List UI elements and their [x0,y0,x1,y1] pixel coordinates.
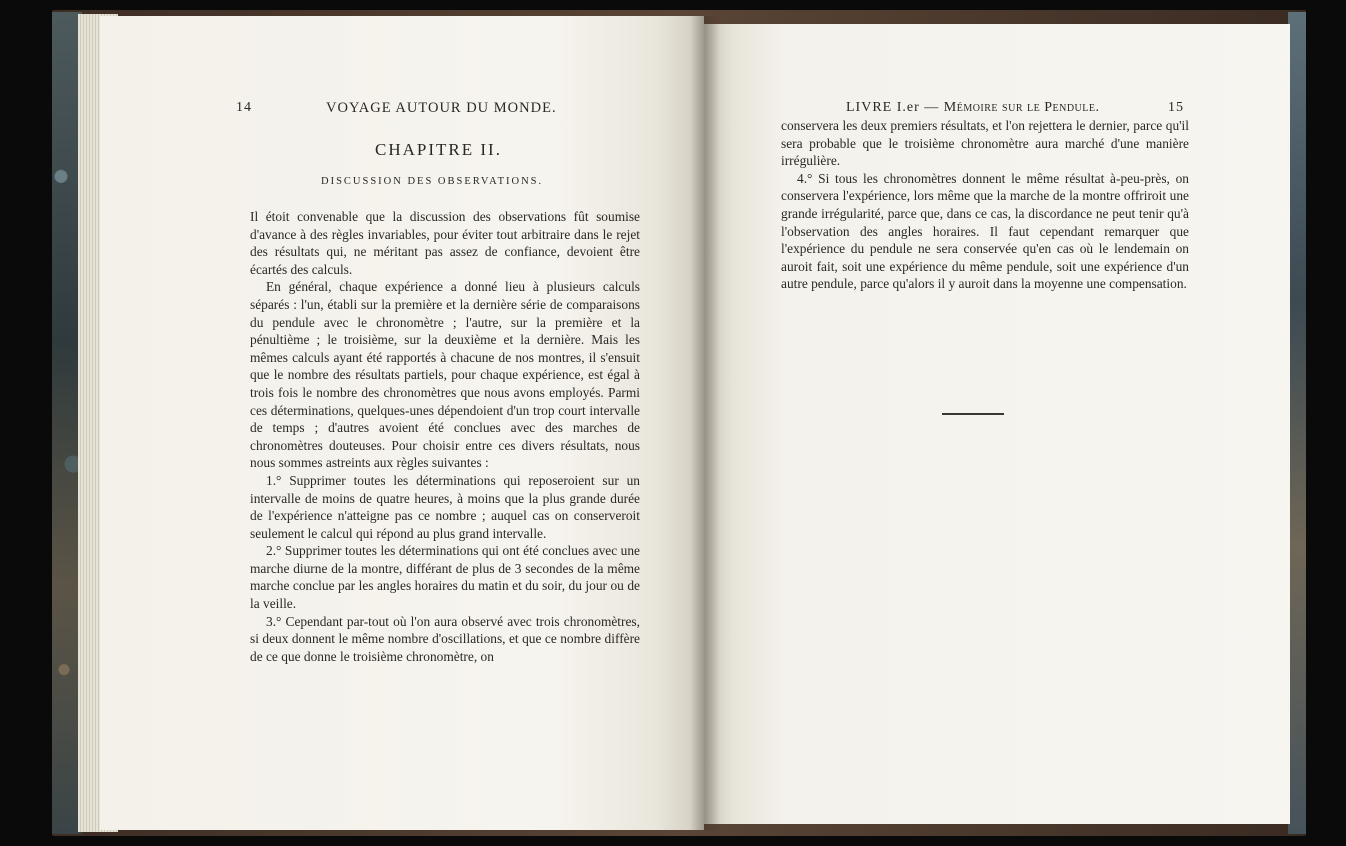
chapter-subtitle: DISCUSSION DES OBSERVATIONS. [321,176,544,187]
paragraph: 4.° Si tous les chronomètres donnent le même résultat à-peu-près, on conservera l'expérience, lors même que la marche de la montre offriroit une grande irrégularité, parce que, dans ce cas, la discordance ne peut tenir qu'à l'observation des angles horaires. Il faut cependant remarquer que l'expérience du pendule ne sera conservée qu'en cas où le lendemain on auroit fait, soit une expérience du même pendule, soit une expérience d'un autre pendule, parce qu'alors il y auroit dans la moyenne une compensation. [781,170,1189,292]
paragraph: conservera les deux premiers résultats, et l'on rejettera le dernier, parce qu'il sera probable que le troisième chronomètre aura marché d'une manière irrégulière. [781,118,1189,169]
marbled-endpaper-right [1288,12,1306,834]
left-page-number: 14 [236,100,252,115]
paragraph: 1.° Supprimer toutes les déterminations qui reposeroient sur un intervalle de moins de quatre heures, à moins que la plus grande durée de l'expérience n'atteigne pas ce nombre ; auquel cas on conserveroit seulement le calcul qui répond au plus grand intervalle. [250,472,640,541]
paragraph: 3.° Cependant par-tout où l'on aura observé avec trois chronomètres, si deux donnent le même nombre d'oscillations, et que ce nombre diffère de ce que donne le troisième chronomètre, on [250,613,640,664]
paragraph: Il étoit convenable que la discussion des observations fût soumise d'avance à des règles invariables, pour éviter tout arbitraire dans le rejet des résultats qui, ne méritant pas assez de confiance, devoient être écartés des calculs. [250,209,640,277]
right-page-body [781,117,1189,293]
left-running-head: VOYAGE AUTOUR DU MONDE. [326,100,557,116]
chapter-title: CHAPITRE II. [375,140,502,159]
right-page-number: 15 [1168,100,1184,115]
section-rule [942,413,1004,415]
book-gutter [690,16,720,830]
running-head-title: Mémoire sur le Pendule. [943,100,1100,115]
running-head-book: LIVRE I.er — [846,100,940,115]
paragraph: 2.° Supprimer toutes les déterminations qui ont été conclues avec une marche diurne de la montre, différant de plus de 3 secondes de la même marche conclue par les angles horaires du matin et du soir, du jour ou de la veille. [250,543,640,612]
left-page-body [250,208,640,665]
right-running-head [846,100,1100,116]
paragraph: En général, chaque expérience a donné lieu à plusieurs calculs séparés : l'un, établi sur la première et la dernière série de comparaisons du pendule avec le chronomètre ; l'autre, sur la première et la pénultième ; le troisième, sur la deuxième et la dernière. Mais les mêmes calculs ayant été rapportés à chacune de nos montres, il s'ensuit que le nombre des résultats partiels, pour chaque expérience, est égal à trois fois le nombre des chronomètres que nous avons employés. Parmi ces déterminations, quelques-unes dépendoient d'un trop court intervalle de temps ; d'autres avoient été conclues avec des marches de chronomètres douteuses. Pour choisir entre ces divers résultats, nous nous sommes astreints aux règles suivantes : [250,279,640,471]
